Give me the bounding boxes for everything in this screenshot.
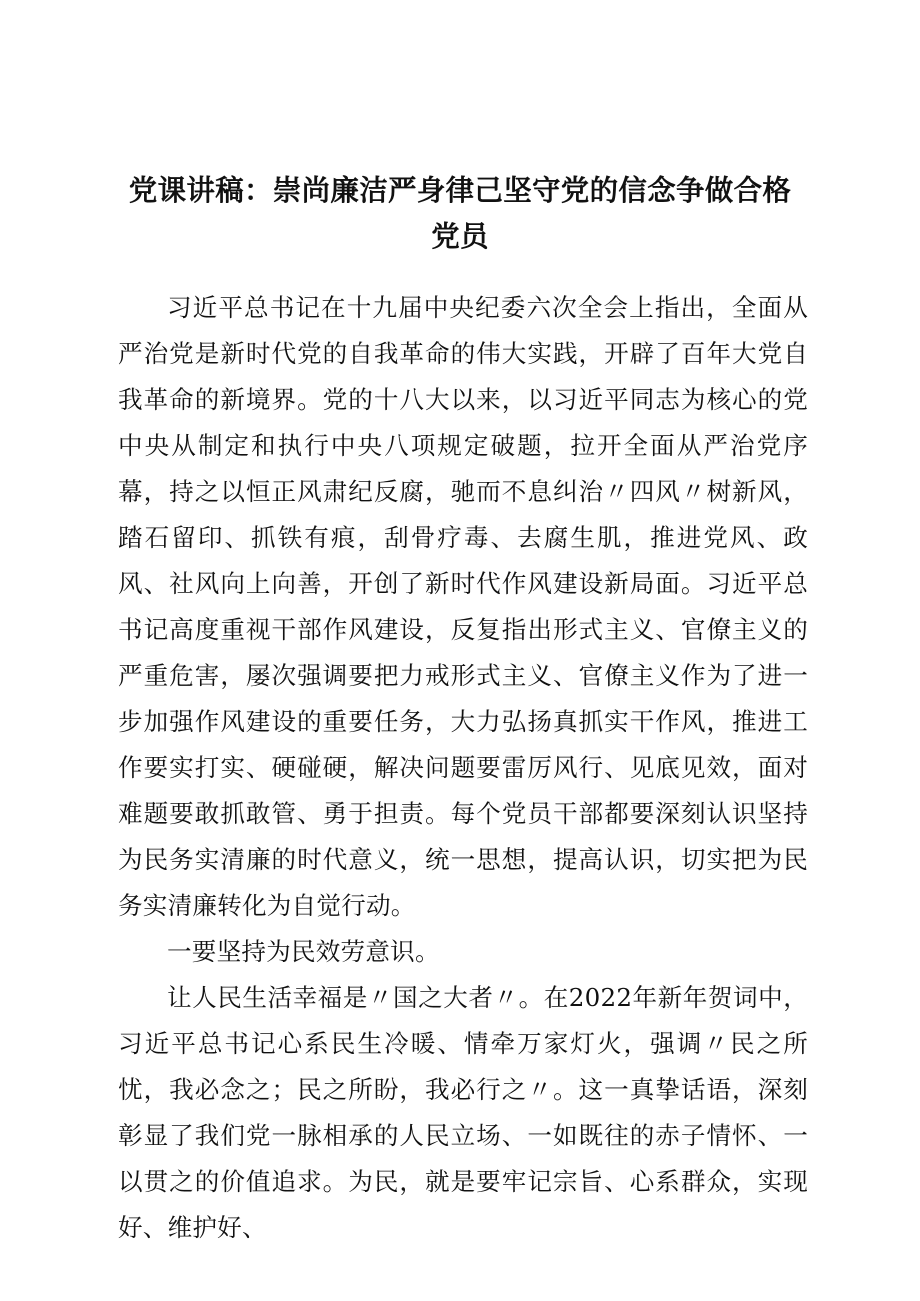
document-body [118, 285, 808, 1251]
paragraph-people: 让人民生活幸福是〃国之大者〃。在2022年新年贺词中，习近平总书记心系民生冷暖、情牵万家灯火，强调〃民之所忧，我必念之；民之所盼，我必行之〃。这一真挚话语，深刻彰显了我们党一脉相承的人民立场、一如既往的赤子情怀、一以贯之的价值追求。为民，就是要牢记宗旨、心系群众，实现好、维护好、 [118, 983, 808, 1242]
document-title: 党课讲稿：崇尚廉洁严身律己坚守党的信念争做合格党员 [128, 174, 792, 253]
paragraph-heading-one: 一要坚持为民效劳意识。 [167, 937, 440, 966]
paragraph-intro: 习近平总书记在十九届中央纪委六次全会上指出，全面从严治党是新时代党的自我革命的伟大实践，开辟了百年大党自我革命的新境界。党的十八大以来，以习近平同志为核心的党中央从制定和执行中央八项规定破题，拉开全面从严治党序幕，持之以恒正风肃纪反腐，驰而不息纠治〃四风〃树新风，踏石留印、抓铁有痕，刮骨疗毒、去腐生肌，推进党风、政风、社风向上向善，开创了新时代作风建设新局面。习近平总书记高度重视干部作风建设，反复指出形式主义、官僚主义的严重危害，屡次强调要把力戒形式主义、官僚主义作为了进一步加强作风建设的重要任务，大力弘扬真抓实干作风，推进工作要实打实、硬碰硬，解决问题要雷厉风行、见底见效，面对难题要敢抓敢管、勇于担责。每个党员干部都要深刻认识坚持为民务实清廉的时代意义，统一思想，提高认识，切实把为民务实清廉转化为自觉行动。 [118, 293, 808, 920]
